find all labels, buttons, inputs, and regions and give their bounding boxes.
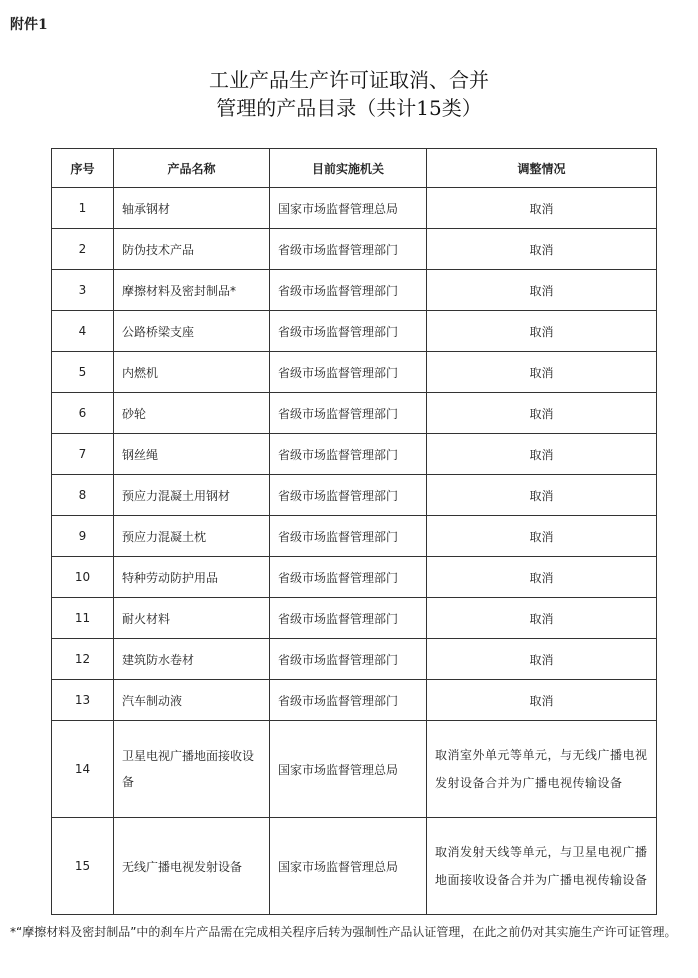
adjustment-status: 取消 xyxy=(427,270,657,311)
row-number: 7 xyxy=(52,434,114,475)
adjustment-status: 取消 xyxy=(427,311,657,352)
implementing-authority: 省级市场监督管理部门 xyxy=(270,311,427,352)
row-number: 14 xyxy=(52,721,114,818)
implementing-authority: 省级市场监督管理部门 xyxy=(270,434,427,475)
implementing-authority: 省级市场监督管理部门 xyxy=(270,516,427,557)
implementing-authority: 省级市场监督管理部门 xyxy=(270,557,427,598)
adjustment-status: 取消 xyxy=(427,598,657,639)
adjustment-status: 取消 xyxy=(427,188,657,229)
product-name: 汽车制动液 xyxy=(114,680,270,721)
adjustment-status: 取消 xyxy=(427,352,657,393)
row-number: 1 xyxy=(52,188,114,229)
product-name: 卫星电视广播地面接收设备 xyxy=(114,721,270,818)
adjustment-status: 取消发射天线等单元，与卫星电视广播地面接收设备合并为广播电视传输设备 xyxy=(427,818,657,915)
row-number: 11 xyxy=(52,598,114,639)
table-row xyxy=(52,680,657,721)
implementing-authority: 国家市场监督管理总局 xyxy=(270,818,427,915)
product-name: 内燃机 xyxy=(114,352,270,393)
product-catalog-table xyxy=(51,148,657,915)
product-name: 钢丝绳 xyxy=(114,434,270,475)
product-name: 摩擦材料及密封制品* xyxy=(114,270,270,311)
implementing-authority: 省级市场监督管理部门 xyxy=(270,393,427,434)
product-name: 砂轮 xyxy=(114,393,270,434)
table-row xyxy=(52,393,657,434)
table-row xyxy=(52,229,657,270)
footnote: *“摩擦材料及密封制品”中的刹车片产品需在完成相关程序后转为强制性产品认证管理，在此之前仍对其实施生产许可证管理。 xyxy=(10,925,677,939)
product-name: 轴承钢材 xyxy=(114,188,270,229)
row-number: 8 xyxy=(52,475,114,516)
implementing-authority: 省级市场监督管理部门 xyxy=(270,680,427,721)
implementing-authority: 省级市场监督管理部门 xyxy=(270,598,427,639)
header-product-name: 产品名称 xyxy=(114,149,270,188)
product-name: 特种劳动防护用品 xyxy=(114,557,270,598)
adjustment-status: 取消 xyxy=(427,516,657,557)
row-number: 9 xyxy=(52,516,114,557)
document-title-line-2: 管理的产品目录（共计15类） xyxy=(216,96,482,120)
table-row xyxy=(52,311,657,352)
document-title-line-1: 工业产品生产许可证取消、合并 xyxy=(209,68,489,92)
table-row xyxy=(52,557,657,598)
row-number: 10 xyxy=(52,557,114,598)
attachment-label: 附件1 xyxy=(10,17,48,33)
row-number: 12 xyxy=(52,639,114,680)
implementing-authority: 省级市场监督管理部门 xyxy=(270,639,427,680)
header-implementing-authority: 目前实施机关 xyxy=(270,149,427,188)
table-row xyxy=(52,818,657,915)
implementing-authority: 省级市场监督管理部门 xyxy=(270,352,427,393)
table-row xyxy=(52,639,657,680)
row-number: 13 xyxy=(52,680,114,721)
product-name: 建筑防水卷材 xyxy=(114,639,270,680)
implementing-authority: 省级市场监督管理部门 xyxy=(270,229,427,270)
header-serial-number: 序号 xyxy=(52,149,114,188)
adjustment-status: 取消 xyxy=(427,229,657,270)
product-name: 无线广播电视发射设备 xyxy=(114,818,270,915)
adjustment-status: 取消 xyxy=(427,475,657,516)
adjustment-status: 取消 xyxy=(427,557,657,598)
product-name: 防伪技术产品 xyxy=(114,229,270,270)
table-row xyxy=(52,721,657,818)
product-name: 预应力混凝土用钢材 xyxy=(114,475,270,516)
row-number: 15 xyxy=(52,818,114,915)
table-row xyxy=(52,516,657,557)
row-number: 3 xyxy=(52,270,114,311)
product-name: 耐火材料 xyxy=(114,598,270,639)
row-number: 6 xyxy=(52,393,114,434)
implementing-authority: 国家市场监督管理总局 xyxy=(270,721,427,818)
table-row xyxy=(52,475,657,516)
table-header-row xyxy=(52,149,657,188)
adjustment-status: 取消 xyxy=(427,393,657,434)
table-row xyxy=(52,270,657,311)
row-number: 5 xyxy=(52,352,114,393)
adjustment-status: 取消 xyxy=(427,434,657,475)
table-row xyxy=(52,188,657,229)
implementing-authority: 国家市场监督管理总局 xyxy=(270,188,427,229)
row-number: 2 xyxy=(52,229,114,270)
implementing-authority: 省级市场监督管理部门 xyxy=(270,270,427,311)
implementing-authority: 省级市场监督管理部门 xyxy=(270,475,427,516)
adjustment-status: 取消室外单元等单元，与无线广播电视发射设备合并为广播电视传输设备 xyxy=(427,721,657,818)
row-number: 4 xyxy=(52,311,114,352)
product-name: 预应力混凝土枕 xyxy=(114,516,270,557)
table-row xyxy=(52,352,657,393)
table-row xyxy=(52,434,657,475)
header-adjustment: 调整情况 xyxy=(427,149,657,188)
product-name: 公路桥梁支座 xyxy=(114,311,270,352)
adjustment-status: 取消 xyxy=(427,680,657,721)
table-row xyxy=(52,598,657,639)
adjustment-status: 取消 xyxy=(427,639,657,680)
